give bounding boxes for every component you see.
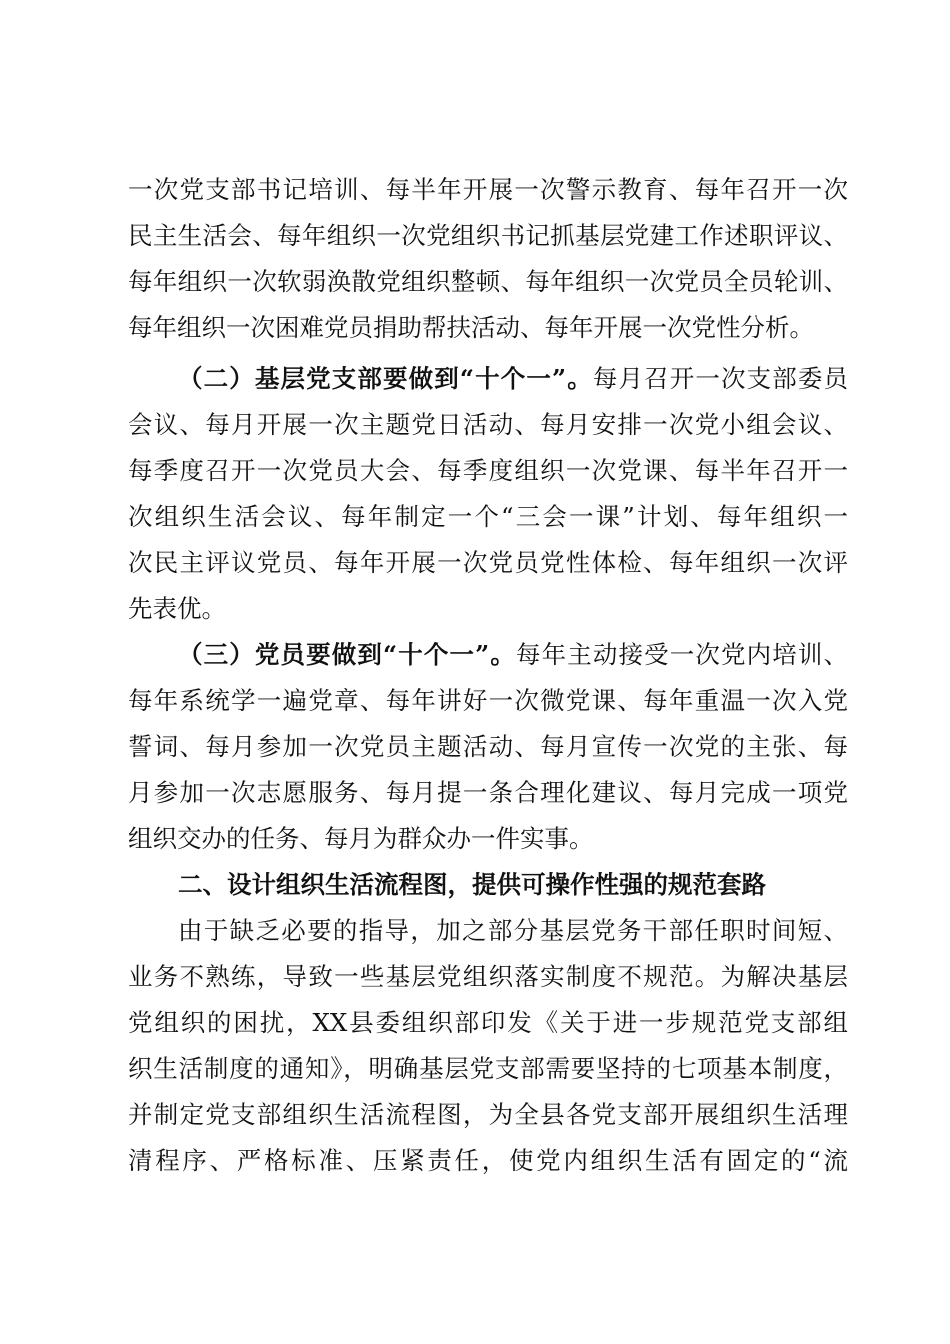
section-heading-member: （三）党员要做到“十个一”。 — [178, 640, 516, 669]
text-line: 月参加一次志愿服务、每月提一条合理化建议、每月完成一项党 — [128, 778, 848, 807]
text-line: 并制定党支部组织生活流程图，为全县各党支部开展组织生活理 — [128, 1100, 848, 1129]
text-line: 业务不熟练，导致一些基层党组织落实制度不规范。为解决基层 — [128, 962, 848, 991]
paragraph-line — [178, 356, 848, 402]
text-line: 清程序、严格标准、压紧责任，使党内组织生活有固定的“流 — [128, 1146, 848, 1175]
text-run: 每年主动接受一次党内培训、 — [515, 640, 848, 669]
text-line: 次民主评议党员、每年开展一次党员党性体检、每年组织一次评 — [128, 548, 848, 577]
text-line: 先表优。 — [128, 594, 226, 623]
text-line: 由于缺乏必要的指导，加之部分基层党务干部任职时间短、 — [178, 916, 848, 945]
text-line: 每年组织一次困难党员捐助帮扶活动、每年开展一次党性分析。 — [128, 313, 814, 342]
text-line: 每季度召开一次党员大会、每季度组织一次党课、每半年召开一 — [128, 456, 848, 485]
text-line: 组织交办的任务、每月为群众办一件实事。 — [128, 824, 594, 853]
text-run: 每月召开一次支部委员 — [592, 364, 848, 393]
section-heading-two: 二、设计组织生活流程图，提供可操作性强的规范套路 — [178, 870, 766, 899]
text-line: 每年组织一次软弱涣散党组织整顿、每年组织一次党员全员轮训、 — [128, 267, 848, 296]
paragraph-line — [178, 632, 848, 678]
text-line: 每年系统学一遍党章、每年讲好一次微党课、每年重温一次入党 — [128, 686, 848, 715]
text-line: 民主生活会、每年组织一次党组织书记抓基层党建工作述职评议、 — [128, 221, 848, 250]
text-line: 誓词、每月参加一次党员主题活动、每月宣传一次党的主张、每 — [128, 732, 848, 761]
text-line: 会议、每月开展一次主题党日活动、每月安排一次党小组会议、 — [128, 410, 848, 439]
section-heading-branch: （二）基层党支部要做到“十个一”。 — [178, 364, 593, 393]
text-line: 党组织的困扰，XX县委组织部印发《关于进一步规范党支部组 — [128, 1008, 848, 1037]
text-line: 一次党支部书记培训、每半年开展一次警示教育、每年召开一次 — [128, 175, 848, 204]
text-line: 次组织生活会议、每年制定一个“三会一课”计划、每年组织一 — [128, 502, 848, 531]
text-line: 织生活制度的通知》，明确基层党支部需要坚持的七项基本制度， — [128, 1054, 848, 1083]
